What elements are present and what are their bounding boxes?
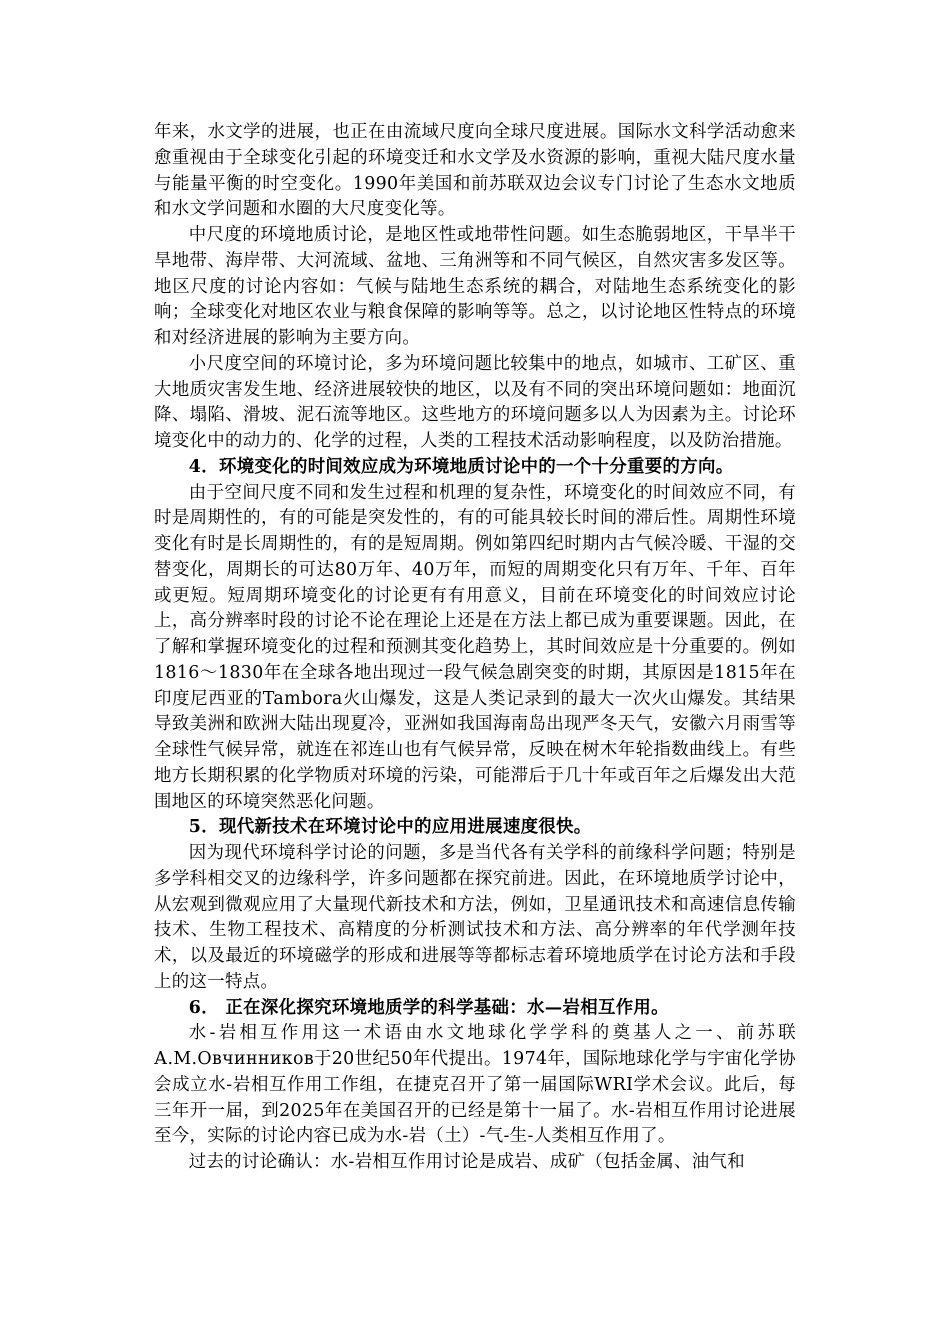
paragraph-new-technology: 因为现代环境科学讨论的问题，多是当代各有关学科的前缘科学问题；特别是多学科相交叉的边缘科学，许多问题都在探究前进。因此，在环境地质学讨论中，从宏观到微观应用了大量现代新技术和方法，例如，卫星通讯技术和高速信息传输技术、生物工程技术、高精度的分析测试技术和方法、高分辨率的年代学测年技术，以及最近的环境磁学的形成和进展等等都标志着环境地质学在讨论方法和手段上的这一特点。	[154, 843, 796, 992]
paragraph-small-scale: 小尺度空间的环境讨论，多为环境问题比较集中的地点，如城市、工矿区、重大地质灾害发生地、经济进展较快的地区，以及有不同的突出环境问题如：地面沉降、塌陷、滑坡、泥石流等地区。这些地方的环境问题多以人为因素为主。讨论环境变化中的动力的、化学的过程，人类的工程技术活动影响程度，以及防治措施。	[154, 353, 796, 451]
paragraph-time-effect: 由于空间尺度不同和发生过程和机理的复杂性，环境变化的时间效应不同，有时是周期性的，有的可能是突发性的，有的可能具较长时间的滞后性。周期性环境变化有时是长周期性的，有的是短周期。例如第四纪时期内古气候冷暖、干湿的交替变化，周期长的可达80万年、40万年，而短的周期变化只有万年、千年、百年或更短。短周期环境变化的讨论更有有用意义，目前在环境变化的时间效应讨论上，高分辨率时段的讨论不论在理论上还是在方法上都已成为重要课题。因此，在了解和掌握环境变化的过程和预测其变化趋势上，其时间效应是十分重要的。例如1816～1830年在全球各地出现过一段气候急剧突变的时期，其原因是1815年在印度尼西亚的Tambora火山爆发，这是人类记录到的最大一次火山爆发。其结果导致美洲和欧洲大陆出现夏冷，亚洲如我国海南岛出现严冬天气，安徽六月雨雪等全球性气候异常，就连在祁连山也有气候异常，反映在树木年轮指数曲线上。有些地方长期积累的化学物质对环境的污染，可能滞后于几十年或百年之后爆发出大范围地区的环境突然恶化问题。	[154, 482, 796, 812]
body-text	[154, 120, 796, 1176]
paragraph-continued: 年来，水文学的进展，也正在由流域尺度向全球尺度进展。国际水文科学活动愈来愈重视由于全球变化引起的环境变迁和水文学及水资源的影响，重视大陆尺度水量与能量平衡的时空变化。1990年美国和前苏联双边会议专门讨论了生态水文地质和水文学问题和水圈的大尺度变化等。	[154, 122, 796, 220]
section-heading-6: 6． 正在深化探究环境地质学的科学基础：水—岩相互作用。	[188, 997, 669, 1018]
section-heading-4: 4．环境变化的时间效应成为环境地质讨论中的一个十分重要的方向。	[188, 456, 734, 477]
section-heading-5: 5．现代新技术在环境讨论中的应用进展速度很快。	[188, 817, 592, 838]
paragraph-past-research: 过去的讨论确认：水-岩相互作用讨论是成岩、成矿（包括金属、油气和	[188, 1152, 745, 1172]
paragraph-water-rock: 水-岩相互作用这一术语由水文地球化学学科的奠基人之一、前苏联А.М.Овчинников于20世纪50年代提出。1974年，国际地球化学与宇宙化学协会成立水-岩相互作用工作组，在捷克召开了第一届国际WRI学术会议。此后，每三年开一届，到2025年在美国召开的已经是第十一届了。水-岩相互作用讨论进展至今，实际的讨论内容已成为水-岩（土）-气-生-人类相互作用了。	[154, 1023, 796, 1147]
paragraph-mid-scale: 中尺度的环境地质讨论，是地区性或地带性问题。如生态脆弱地区，干旱半干旱地带、海岸带、大河流域、盆地、三角洲等和不同气候区，自然灾害多发区等。地区尺度的讨论内容如：气候与陆地生态系统的耦合，对陆地生态系统变化的影响；全球变化对地区农业与粮食保障的影响等等。总之，以讨论地区性特点的环境和对经济进展的影响为主要方向。	[154, 225, 796, 348]
